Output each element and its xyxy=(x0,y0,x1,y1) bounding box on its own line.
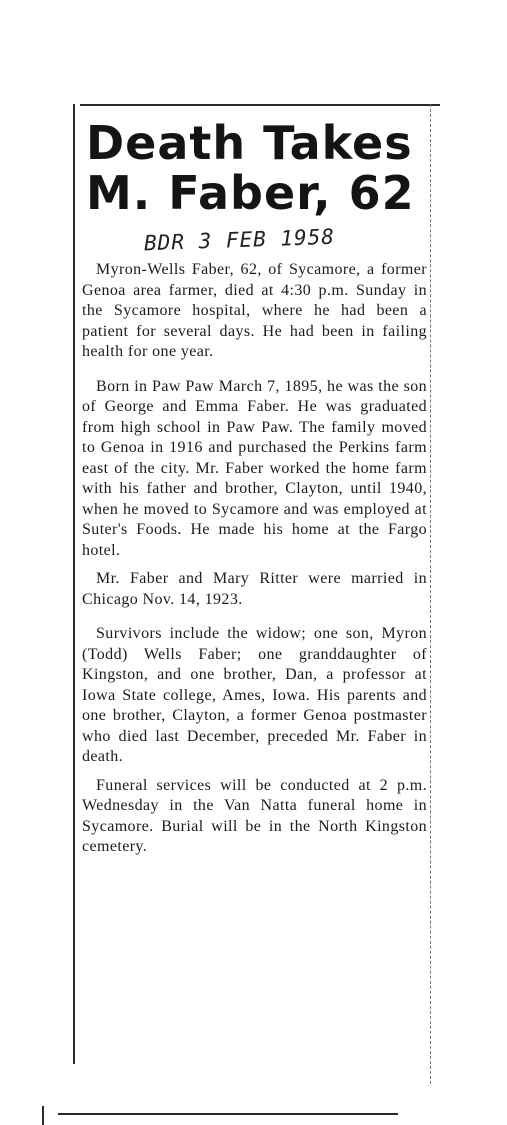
headline-line-2: M. Faber, 62 xyxy=(86,166,415,220)
bottom-left-tick xyxy=(42,1106,44,1125)
paragraph-biography: Born in Paw Paw March 7, 1895, he was the son of George and Emma Faber. He was graduated from high school in Paw Paw. The family moved to Genoa in 1916 and purchased the Perkins farm east of the city. Mr. Faber worked the home farm with his father and brother, Clayton, until 1940, when he moved to Sycamore and was employed at Suter's Foods. He made his home at the Fargo hotel. xyxy=(82,377,427,559)
clipping-right-border xyxy=(430,104,431,1084)
paragraph-death-notice: Myron-Wells Faber, 62, of Sycamore, a former Genoa area farmer, died at 4:30 p.m. Sunday in the Sycamore hospital, where he had been a patient for several days. He had been in failing health for one year. xyxy=(82,261,427,360)
clipping-top-border xyxy=(80,104,440,106)
paragraph-marriage: Mr. Faber and Mary Ritter were married in Chicago Nov. 14, 1923. xyxy=(82,570,427,608)
clipping-left-border xyxy=(73,104,75,1064)
headline-line-1: Death Takes xyxy=(86,116,413,170)
headline xyxy=(86,118,427,218)
newspaper-clipping xyxy=(82,118,427,858)
clipping-bottom-rule xyxy=(58,1113,398,1115)
paragraph-funeral: Funeral services will be conducted at 2 p.m. Wednesday in the Van Natta funeral home in Sycamore. Burial will be in the North Kingston cemetery. xyxy=(82,776,427,855)
handwritten-date-note: BDR 3 FEB 1958 xyxy=(143,224,336,256)
paragraph-survivors: Survivors include the widow; one son, Myron (Todd) Wells Faber; one granddaughter of Kingston, and one brother, Dan, a professor at Iowa State college, Ames, Iowa. His parents and one brother, Clayton, a former Genoa postmaster who died last December, preceded Mr. Faber in death. xyxy=(82,625,427,765)
